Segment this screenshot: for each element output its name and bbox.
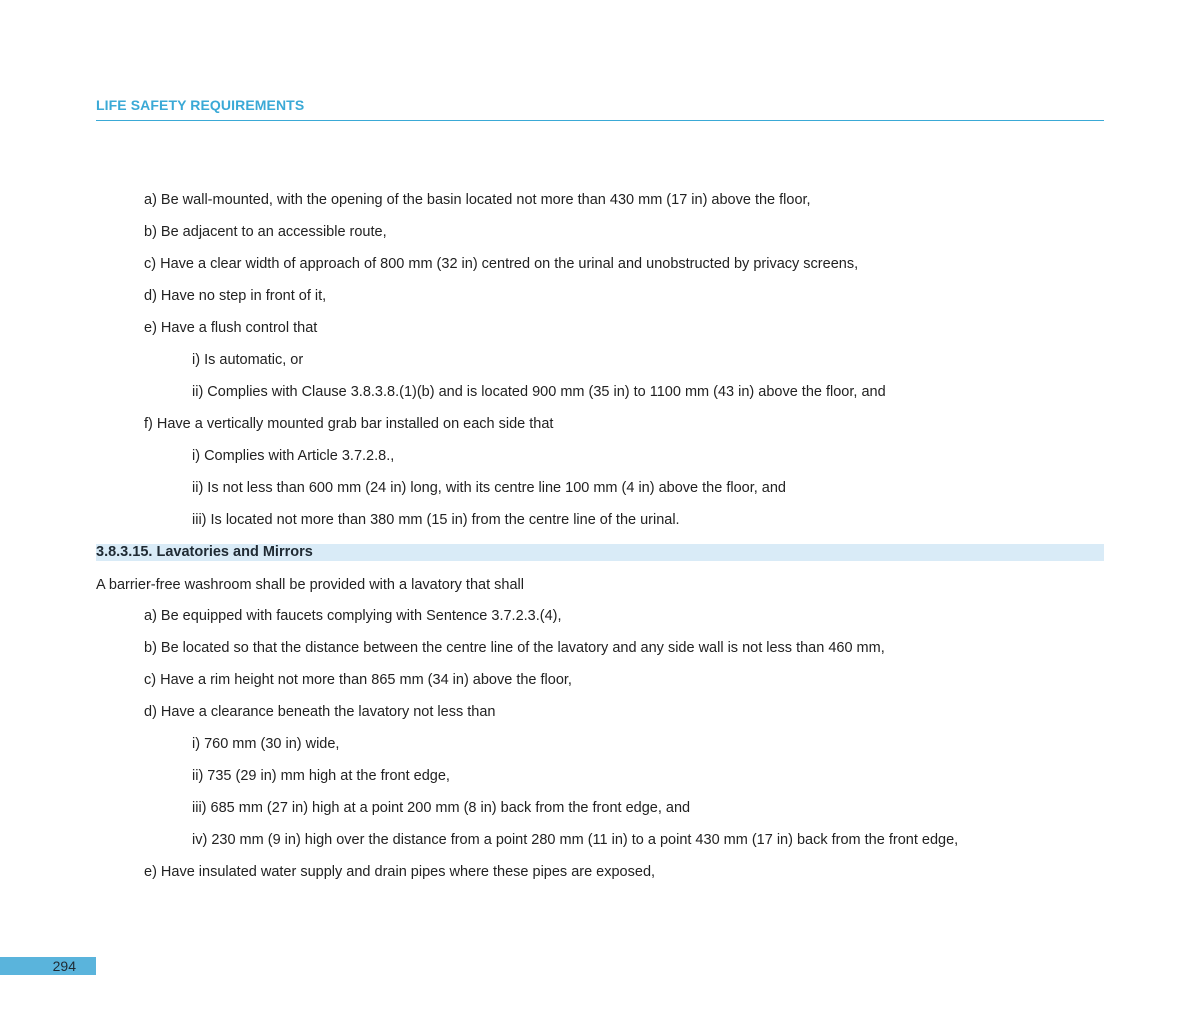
header-title: LIFE SAFETY REQUIREMENTS bbox=[96, 97, 305, 113]
sub-list-item: i) 760 mm (30 in) wide, bbox=[192, 736, 340, 752]
sub-list-item: i) Is automatic, or bbox=[192, 352, 304, 368]
list-item: d) Have a clearance beneath the lavatory not less than bbox=[144, 704, 496, 720]
page-number: 294 bbox=[52, 958, 76, 974]
sub-list-item: ii) Is not less than 600 mm (24 in) long, with its centre line 100 mm (4 in) above the floor, and bbox=[192, 480, 786, 496]
section-intro: A barrier-free washroom shall be provided with a lavatory that shall bbox=[96, 577, 524, 593]
list-item: e) Have insulated water supply and drain pipes where these pipes are exposed, bbox=[144, 864, 656, 880]
sub-list-item: i) Complies with Article 3.7.2.8., bbox=[192, 448, 395, 464]
list-item: a) Be equipped with faucets complying with Sentence 3.7.2.3.(4), bbox=[144, 608, 562, 624]
list-item: c) Have a rim height not more than 865 mm (34 in) above the floor, bbox=[144, 672, 572, 688]
list-item: e) Have a flush control that bbox=[144, 320, 318, 336]
sub-list-item: iii) Is located not more than 380 mm (15 in) from the centre line of the urinal. bbox=[192, 512, 680, 528]
list-item: a) Be wall-mounted, with the opening of the basin located not more than 430 mm (17 in) above the floor, bbox=[144, 192, 811, 208]
list-item: b) Be adjacent to an accessible route, bbox=[144, 224, 387, 240]
list-item: c) Have a clear width of approach of 800 mm (32 in) centred on the urinal and unobstructed by privacy screens, bbox=[144, 256, 859, 272]
list-item: f) Have a vertically mounted grab bar installed on each side that bbox=[144, 416, 554, 432]
sub-list-item: iv) 230 mm (9 in) high over the distance from a point 280 mm (11 in) to a point 430 mm (17 in) back from the front edge, bbox=[192, 832, 959, 848]
sub-list-item: ii) Complies with Clause 3.8.3.8.(1)(b) and is located 900 mm (35 in) to 1100 mm (43 in) above the floor, and bbox=[192, 384, 886, 400]
sub-list-item: iii) 685 mm (27 in) high at a point 200 mm (8 in) back from the front edge, and bbox=[192, 800, 691, 816]
page-header bbox=[96, 96, 1104, 121]
list-item: d) Have no step in front of it, bbox=[144, 288, 327, 304]
section-heading: 3.8.3.15. Lavatories and Mirrors bbox=[96, 544, 313, 560]
list-item: b) Be located so that the distance between the centre line of the lavatory and any side wall is not less than 460 mm, bbox=[144, 640, 885, 656]
sub-list-item: ii) 735 (29 in) mm high at the front edge, bbox=[192, 768, 450, 784]
